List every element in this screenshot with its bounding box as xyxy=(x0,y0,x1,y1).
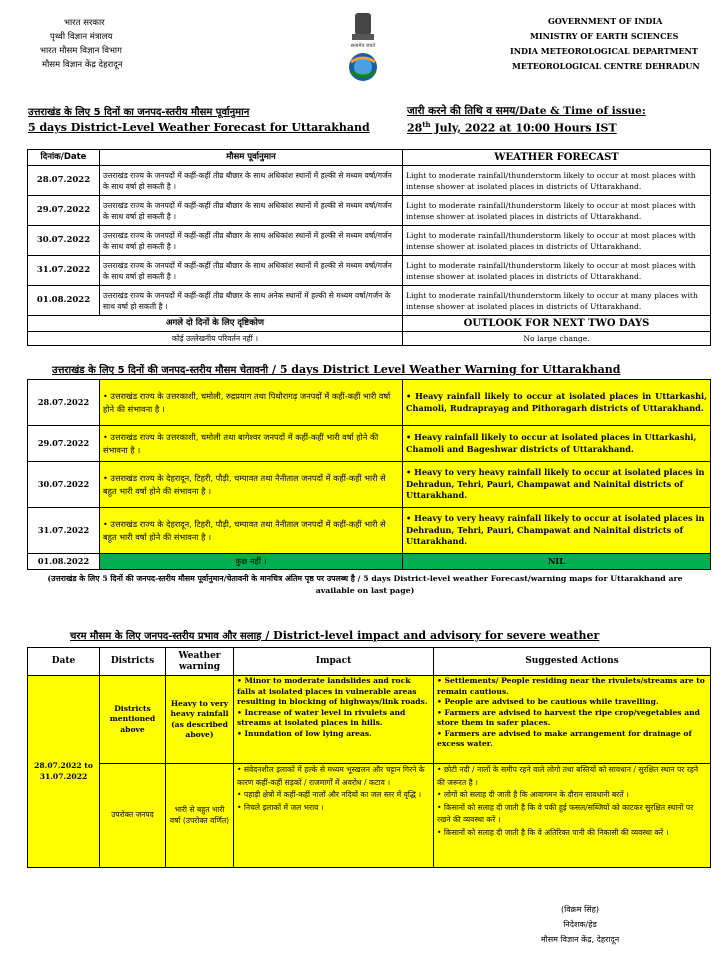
row-date: 30.07.2022 xyxy=(28,462,100,508)
impact-item: • Minor to moderate landslides and rock falls at isolated places in vulnerable areas resulting in blocking of highways/link roads. xyxy=(237,676,428,706)
header-left-line: भारत मौसम विज्ञान विभाग xyxy=(40,46,122,56)
header-right-line: METEOROLOGICAL CENTRE DEHRADUN xyxy=(512,61,700,71)
action-item: • छोटी नदी / नालों के समीप रहने वाले लोगो तथा बस्तियों को सावधान / सुरक्षित स्थान पर रहने की जरूरत है । xyxy=(437,765,699,787)
row-english: • Heavy to very heavy rainfall likely to occur at isolated places in Dehradun, Tehri, Pauri, Champawat and Nainital districts of Uttarakhand. xyxy=(403,508,711,554)
table-row xyxy=(28,462,711,508)
action-item: • लोगों को सलाह दी जाती है कि आवागमन के दौरान सावधानी बरतें । xyxy=(437,790,629,799)
impact-warning: भारी से बहुत भारी वर्षा (उपरोक्त वर्णित) xyxy=(166,764,234,868)
header-weather-warning: Weather warning xyxy=(166,648,234,676)
action-item: • Settlements/ People residing near the rivulets/streams are to remain cautious. xyxy=(437,676,705,696)
action-item: • Farmers are advised to harvest the ripe crop/vegetables and store them in safer places. xyxy=(437,707,700,727)
row-english: Light to moderate rainfall/thunderstorm likely to occur at most places with intense shower at isolated places in districts of Uttarakhand. xyxy=(403,256,711,286)
forecast-title-english: 5 days District-Level Weather Forecast for Uttarakhand xyxy=(28,121,370,134)
action-item: • Farmers are advised to make arrangement for drainage of excess water. xyxy=(437,728,692,748)
header-districts: Districts xyxy=(100,648,166,676)
table-row xyxy=(28,676,711,764)
forecast-table xyxy=(27,149,711,346)
outlook-text-english: No large change. xyxy=(403,332,711,346)
impact-item: • Increase of water level in rivulets and streams at isolated places in hills. xyxy=(237,707,406,727)
row-english: • Heavy rainfall likely to occur at isolated places in Uttarkashi, Chamoli, Rudraprayag and Pithoragarh districts of Uttarakhand. xyxy=(403,380,711,426)
forecast-title-hindi: उत्तराखंड के लिए 5 दिनों का जनपद-स्तरीय मौसम पूर्वानुमान xyxy=(28,107,250,118)
row-date: 28.07.2022 xyxy=(28,380,100,426)
row-date: 28.07.2022 xyxy=(28,166,100,196)
table-row xyxy=(28,554,711,570)
impact-title xyxy=(70,628,599,642)
row-hindi: उत्तराखंड राज्य के जनपदों में कहीं-कहीं तीव्र बौछार के साथ अधिकांश स्थानों में हल्की से मध्यम वर्षा/गर्जन के साथ वर्षा हो सकती है । xyxy=(100,256,403,286)
signature-block xyxy=(500,902,660,947)
warning-title-hindi: उत्तराखंड के लिए 5 दिनों की जनपद-स्तरीय मौसम चेतावनी xyxy=(52,365,269,376)
row-hindi: उत्तराखंड राज्य के जनपदों में कहीं-कहीं तीव्र बौछार के साथ अधिकांश स्थानों में हल्की से मध्यम वर्षा/गर्जन के साथ वर्षा हो सकती है । xyxy=(100,166,403,196)
row-english: • Heavy rainfall likely to occur at isolated places in Uttarkashi, Chamoli and Bageshwar districts of Uttarakhand. xyxy=(403,426,711,462)
signature-name: (विक्रम सिंह) xyxy=(561,905,599,914)
impact-list xyxy=(234,764,434,868)
header-right-line: MINISTRY OF EARTH SCIENCES xyxy=(530,31,679,41)
warning-table xyxy=(27,379,711,570)
impact-title-english: / District-level impact and advisory for severe weather xyxy=(261,629,600,642)
row-date: 01.08.2022 xyxy=(28,286,100,316)
impact-table xyxy=(27,647,711,868)
row-date: 29.07.2022 xyxy=(28,196,100,226)
signature-office: मौसम विज्ञान केंद्र, देहरादून xyxy=(540,935,620,944)
issue-datetime xyxy=(407,120,617,135)
outlook-header-hindi: अगले दो दिनों के लिए दृष्टिकोण xyxy=(28,316,403,332)
header-impact: Impact xyxy=(234,648,434,676)
actions-list xyxy=(434,764,711,868)
svg-text:सत्यमेव जयते: सत्यमेव जयते xyxy=(350,43,376,49)
row-english: Light to moderate rainfall/thunderstorm likely to occur at most places with intense shower at isolated places in districts of Uttarakhand. xyxy=(403,226,711,256)
outlook-header-english: OUTLOOK FOR NEXT TWO DAYS xyxy=(403,316,711,332)
row-hindi: • उत्तराखंड राज्य के देहरादून, टिहरी, पौड़ी, चम्पावत तथा नैनीताल जनपदों में कहीं-कहीं भारी से बहुत भारी वर्षा होने की संभावना है । xyxy=(100,462,403,508)
row-hindi: कुछ नहीं । xyxy=(100,554,403,570)
action-item: • किसानों को सलाह दी जाती है कि वे पकी हुई फसल/सब्जियों को काटकर सुरक्षित स्थानों पर रखने की व्यवस्था करें । xyxy=(437,802,694,824)
header-right-line: GOVERNMENT OF INDIA xyxy=(548,16,663,26)
impact-list xyxy=(234,676,434,764)
row-hindi: उत्तराखंड राज्य के जनपदों में कहीं-कहीं तीव्र बौछार के साथ अधिकांश स्थानों में हल्की से मध्यम वर्षा/गर्जन के साथ वर्षा हो सकती है । xyxy=(100,226,403,256)
outlook-text-hindi: कोई उल्लेखनीय परिवर्तन नहीं । xyxy=(28,332,403,346)
warning-title-english: / 5 days District Level Weather Warning for Uttarakhand xyxy=(268,363,621,376)
header-forecast-english: WEATHER FORECAST xyxy=(403,150,711,166)
actions-list xyxy=(434,676,711,764)
header-date: दिनांक/Date xyxy=(28,150,100,166)
impact-warning: Heavy to very heavy rainfall (as described above) xyxy=(166,676,234,764)
row-hindi: • उत्तराखंड राज्य के उत्तरकाशी, चमोली, रुद्रप्रयाग तथा पिथौरागढ़ जनपदों में कहीं-कहीं भारी वर्षा होने की संभावना है । xyxy=(100,380,403,426)
row-date: 29.07.2022 xyxy=(28,426,100,462)
signature-designation: निदेशक/हेड xyxy=(563,920,597,929)
impact-item: • पहाड़ी क्षेत्रों में कहीं-कहीं नालों और नदियों का जल स्तर में वृद्धि । xyxy=(237,790,422,799)
header-left xyxy=(40,16,190,72)
table-row xyxy=(28,166,711,196)
header-forecast-hindi: मौसम पूर्वानुमान xyxy=(100,150,403,166)
table-row xyxy=(28,380,711,426)
row-hindi: उत्तराखंड राज्य के जनपदों में कहीं-कहीं तीव्र बौछार के साथ अनेक स्थानों में हल्की से मध्यम वर्षा/गर्जन के साथ वर्षा हो सकती है । xyxy=(100,286,403,316)
row-date: 31.07.2022 xyxy=(28,256,100,286)
warning-title xyxy=(52,362,620,376)
impact-item: • संवेदनशील इलाकों में हल्के से मध्यम भूस्खलन और चट्टान गिरने के कारण कहीं-कहीं सड़कों / राजमार्गों में अवरोध / कटाव । xyxy=(237,765,425,787)
impact-districts: Districts mentioned above xyxy=(100,676,166,764)
action-item: • People are advised to be cautious while travelling. xyxy=(437,697,659,706)
row-english: Light to moderate rainfall/thunderstorm likely to occur at most places with intense shower at isolated places in districts of Uttarakhand. xyxy=(403,166,711,196)
row-hindi: • उत्तराखंड राज्य के देहरादून, टिहरी, पौड़ी, चम्पावत तथा नैनीताल जनपदों में कहीं-कहीं भारी से बहुत भारी वर्षा होने की संभावना है । xyxy=(100,508,403,554)
table-row xyxy=(28,226,711,256)
issue-label: जारी करने की तिथि व समय/Date & Time of issue: xyxy=(407,105,646,117)
table-row xyxy=(28,286,711,316)
row-date: 30.07.2022 xyxy=(28,226,100,256)
row-date: 01.08.2022 xyxy=(28,554,100,570)
header-right-line: INDIA METEOROLOGICAL DEPARTMENT xyxy=(510,46,698,56)
impact-item: • निचले इलाकों में जल भराव । xyxy=(237,802,324,812)
row-hindi: उत्तराखंड राज्य के जनपदों में कहीं-कहीं तीव्र बौछार के साथ अधिकांश स्थानों में हल्की से मध्यम वर्षा/गर्जन के साथ वर्षा हो सकती है । xyxy=(100,196,403,226)
maps-note: (उत्तराखंड के लिए 5 दिनों की जनपद-स्तरीय मौसम पूर्वानुमान/चेतावनी के मानचित्र अंतिम पृष्ठ पर उपलब्ध है / 5 days District-level weather Forecast/warning maps for Uttarakhand are available on last page) xyxy=(47,574,683,595)
impact-districts: उपरोक्त जनपद xyxy=(100,764,166,868)
issue-rest: July, 2022 at 10:00 Hours IST xyxy=(430,121,617,135)
header-right xyxy=(510,14,710,74)
header-left-line: पृथ्वी विज्ञान मंत्रालय xyxy=(50,32,113,42)
impact-title-hindi: चरम मौसम के लिए जनपद-स्तरीय प्रभाव और सलाह xyxy=(70,631,262,642)
row-english: Light to moderate rainfall/thunderstorm likely to occur at most places with intense shower at isolated places in districts of Uttarakhand. xyxy=(403,196,711,226)
table-row xyxy=(28,426,711,462)
table-row xyxy=(28,508,711,554)
header-suggested-actions: Suggested Actions xyxy=(434,648,711,676)
table-row xyxy=(28,256,711,286)
row-english: • Heavy to very heavy rainfall likely to occur at isolated places in Dehradun, Tehri, Pauri, Champawat and Nainital districts of Uttarakhand. xyxy=(403,462,711,508)
row-date: 31.07.2022 xyxy=(28,508,100,554)
header-date: Date xyxy=(28,648,100,676)
issue-day-suffix: th xyxy=(422,120,431,129)
impact-item: • Inundation of low lying areas. xyxy=(237,728,372,738)
table-row xyxy=(28,764,711,868)
table-row xyxy=(28,196,711,226)
row-hindi: • उत्तराखंड राज्य के उत्तरकाशी, चमोली तथा बागेश्वर जनपदों में कहीं-कहीं भारी वर्षा होने की संभावना है । xyxy=(100,426,403,462)
issue-day: 28 xyxy=(407,121,423,135)
row-english: Light to moderate rainfall/thunderstorm likely to occur at many places with intense shower at isolated places in districts of Uttarakhand. xyxy=(403,286,711,316)
header-left-line: भारत सरकार xyxy=(64,18,105,28)
header-left-line: मौसम विज्ञान केंद्र देहरादून xyxy=(42,60,123,70)
row-english: NIL xyxy=(403,554,711,570)
emblem-logo xyxy=(338,10,388,85)
action-item: • किसानों को सलाह दी जाती है कि वे अतिरिक्त पानी की निकासी की व्यवस्था करें । xyxy=(437,827,669,837)
impact-date: 28.07.2022 to 31.07.2022 xyxy=(28,676,100,868)
